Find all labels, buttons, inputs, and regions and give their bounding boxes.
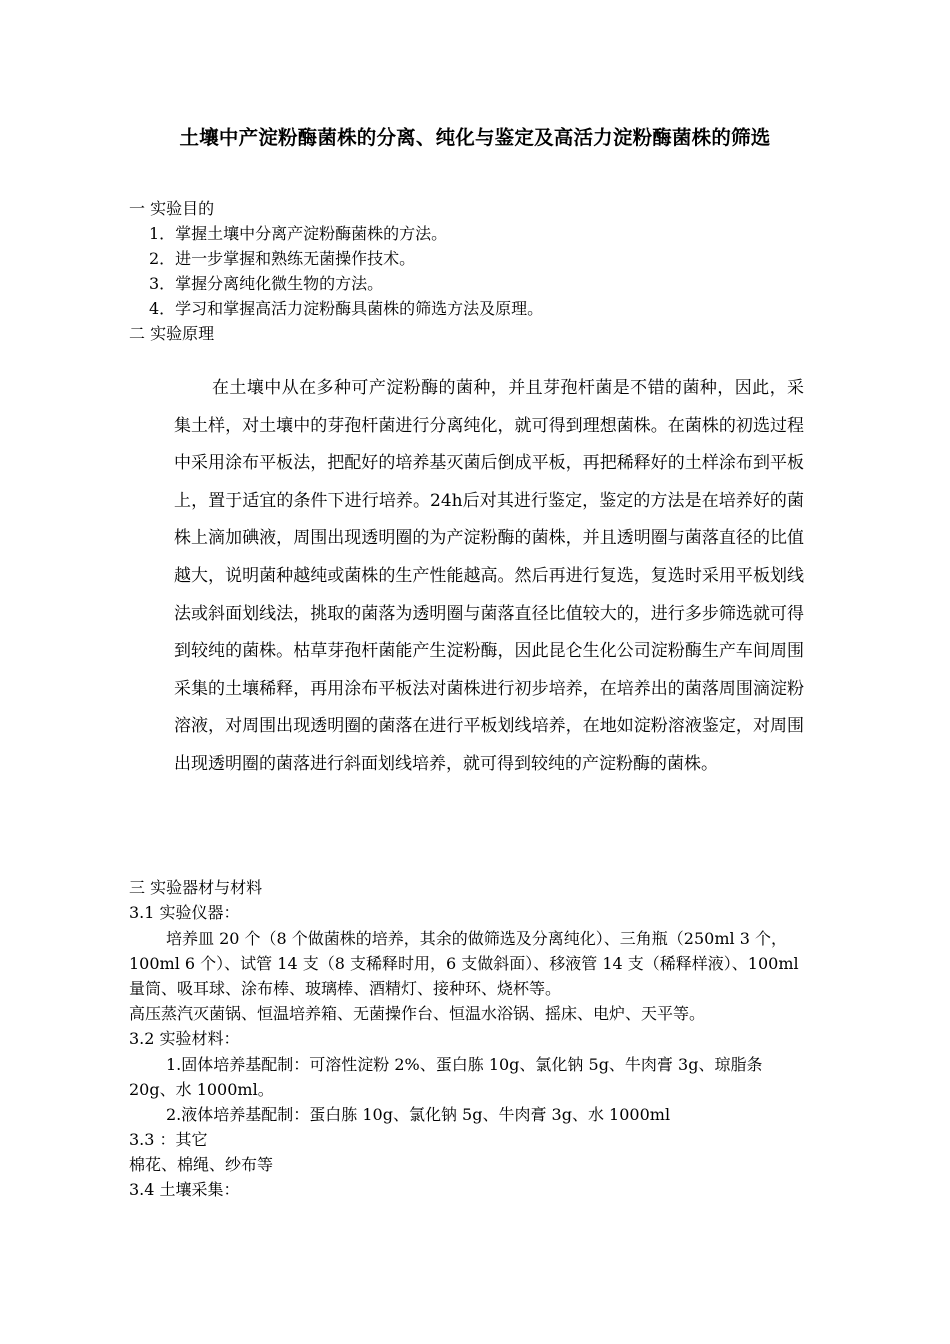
document-title: 土壤中产淀粉酶菌株的分离、纯化与鉴定及高活力淀粉酶菌株的筛选 — [179, 126, 771, 149]
principle-paragraph: 在土壤中从在多种可产淀粉酶的菌种，并且芽孢杆菌是不错的菌种，因此，采集土样，对土壤中的芽孢杆菌进行分离纯化，就可得到理想菌株。在菌株的初选过程中采用涂布平板法，把配好的培养基灭菌后倒成平板，再把稀释好的土样涂布到平板上，置于适宜的条件下进行培养。24h后对其进行鉴定，鉴定的方法是在培养好的菌株上滴加碘液，周围出现透明圈的为产淀粉酶的菌株，并且透明圈与菌落直径的比值越大，说明菌种越纯或菌株的生产性能越高。然后再进行复选，复选时采用平板划线法或斜面划线法，挑取的菌落为透明圈与菌落直径比值较大的，进行多步筛选就可得到较纯的菌株。枯草芽孢杆菌能产生淀粉酶，因此昆仑生化公司淀粉酶生产车间周围采集的土壤稀释，再用涂布平板法对菌株进行初步培养，在培养出的菌落周围滴淀粉溶液，对周围出现透明圈的菌落在进行平板划线培养，在地如淀粉溶液鉴定，对周围出现透明圈的菌落进行斜面划线培养，就可得到较纯的产淀粉酶的菌株。 — [174, 378, 804, 774]
section-heading-materials: 三 实验器材与材料 — [129, 878, 263, 897]
section-heading-objectives: 一 实验目的 — [129, 199, 215, 218]
objective-item-1: 1．掌握土壤中分离产淀粉酶菌株的方法。 — [149, 224, 448, 243]
instruments-line-4: 高压蒸汽灭菌锅、恒温培养箱、无菌操作台、恒温水浴锅、摇床、电炉、天平等。 — [129, 1004, 706, 1023]
instruments-line-2: 100ml 6 个）、试管 14 支（8 支稀释时用，6 支做斜面）、移液管 14 支（稀释样液）、100ml — [129, 954, 799, 973]
objective-item-2: 2．进一步掌握和熟练无菌操作技术。 — [149, 249, 416, 268]
objective-item-3: 3．掌握分离纯化微生物的方法。 — [149, 274, 384, 293]
materials-line-1: 1.固体培养基配制：可溶性淀粉 2%、蛋白胨 10g、氯化钠 5g、牛肉膏 3g、琼脂条 — [166, 1055, 763, 1074]
subsection-heading-other: 3.3 ：其它 — [129, 1130, 208, 1149]
materials-line-2: 20g、水 1000ml。 — [129, 1080, 274, 1099]
materials-line-3: 2.液体培养基配制：蛋白胨 10g、氯化钠 5g、牛肉膏 3g、水 1000ml — [166, 1105, 671, 1124]
objective-item-4: 4．学习和掌握高活力淀粉酶具菌株的筛选方法及原理。 — [149, 299, 544, 318]
section-heading-principle: 二 实验原理 — [129, 324, 215, 343]
other-items-line: 棉花、棉绳、纱布等 — [129, 1155, 274, 1174]
instruments-line-1: 培养皿 20 个（8 个做菌株的培养，其余的做筛选及分离纯化）、三角瓶（250ml 3 个， — [166, 929, 787, 948]
subsection-heading-instruments: 3.1 实验仪器： — [129, 903, 240, 922]
subsection-heading-materials: 3.2 实验材料： — [129, 1029, 240, 1048]
subsection-heading-soil-collection: 3.4 土壤采集： — [129, 1180, 240, 1199]
instruments-line-3: 量筒、吸耳球、涂布棒、玻璃棒、酒精灯、接种环、烧杯等。 — [129, 979, 562, 998]
